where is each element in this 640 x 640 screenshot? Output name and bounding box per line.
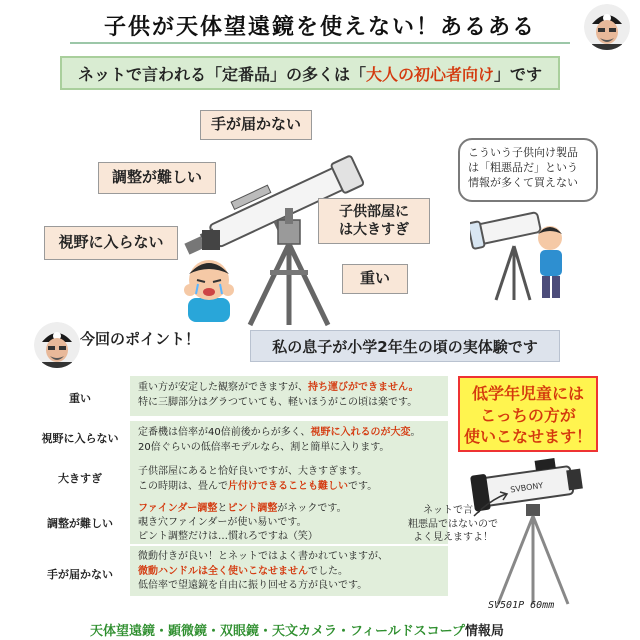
row-heavy-text2: 特に三脚部分はグラつていても、軽いほうがこの頃は楽です。 <box>138 397 418 408</box>
subtitle-prefix: ネットで言われる「定番品」の多くは「 <box>77 64 366 84</box>
row-adjust-highlight1: ファインダー調整 <box>138 503 218 514</box>
row-reach-text1: 微動付きが良い！とネットではよく書かれていますが、 <box>138 551 388 562</box>
footer <box>90 620 560 639</box>
product-model: SV501P 60mm <box>488 600 555 611</box>
callout-adjust: 調整が難しい <box>98 162 216 194</box>
experience-banner: 私の息子が小学2年生の頃の実体験です <box>250 330 560 362</box>
net-note-line3: よく見えますよ！ <box>413 532 493 543</box>
row-adjust-text3: ピント調整だけは…慣れろですね（笑） <box>138 530 318 542</box>
footer-categories: 天体望遠鏡・顕微鏡・双眼鏡・天文カメラ・フィールドスコープ <box>90 624 465 639</box>
recommendation-line1: 低学年児童には <box>471 384 584 403</box>
subtitle-suffix: 」です <box>494 64 543 84</box>
row-heavy-text1: 重い方が安定した観察ができますが、 <box>138 382 308 393</box>
callout-room-line1: 子供部屋に <box>339 203 409 220</box>
row-view-highlight: 視野に入れるのが大変 <box>310 427 411 438</box>
callout-room <box>318 198 430 244</box>
net-note-line1: ネットで言う <box>423 505 483 516</box>
speech-line2: は「粗悪品だ」という <box>468 160 578 174</box>
row-big-highlight: 片付けできることも難しい <box>228 481 348 492</box>
speech-line1: こういう子供向け製品 <box>468 146 578 159</box>
row-label-reach: 手が届かない <box>47 568 113 581</box>
row-label-view: 視野に入らない <box>41 432 119 445</box>
row-box-adjust <box>130 498 448 544</box>
row-box-big <box>130 460 448 498</box>
row-label-adjust: 調整が難しい <box>47 517 113 530</box>
row-reach-highlight: 微動ハンドルは全く使いこなせません <box>138 565 308 577</box>
subtitle-banner <box>60 56 560 90</box>
row-box-view <box>130 421 448 461</box>
row-view-text1-end: 。 <box>410 427 421 438</box>
row-adjust-highlight2: ピント調整 <box>227 503 278 514</box>
author-avatar <box>584 4 630 50</box>
footer-suffix: 情報局 <box>464 624 504 639</box>
row-heavy-highlight: 持ち運びができません。 <box>308 382 419 393</box>
row-adjust-and: と <box>217 503 228 514</box>
row-big-text2-end: です。 <box>348 481 378 492</box>
recommendation-box <box>458 376 598 452</box>
row-label-big: 大きすぎ <box>58 472 102 485</box>
speech-bubble <box>458 138 598 202</box>
title-divider <box>70 42 570 44</box>
row-adjust-text1-end: がネックです。 <box>277 503 347 514</box>
row-adjust-text2: 覗き穴ファインダーが使い易いです。 <box>138 516 307 528</box>
row-box-heavy <box>130 376 448 416</box>
callout-reach: 手が届かない <box>200 110 312 140</box>
crying-child-illustration <box>178 250 240 322</box>
row-big-text2: この時期は、畳んで <box>138 481 228 492</box>
product-brand: SVBONY <box>509 480 544 495</box>
page-title: 子供が天体望遠鏡を使えない！あるある <box>103 15 536 40</box>
row-box-reach <box>130 546 448 596</box>
recommendation-line3: 使いこなせます！ <box>463 427 592 447</box>
recommendation-line2: こっちの方が <box>480 405 576 425</box>
net-note <box>408 504 498 545</box>
speech-line3: 情報が多くて買えない <box>468 175 578 189</box>
row-view-text1: 定番機は倍率が40倍前後からが多く、 <box>138 427 311 438</box>
callout-heavy: 重い <box>342 264 408 294</box>
row-view-text2: 20倍ぐらいの低倍率モデルなら、割と簡単に入ります。 <box>138 442 390 453</box>
row-reach-text2-end: でした。 <box>308 565 348 577</box>
subtitle-highlight: 大人の初心者向け <box>365 64 494 84</box>
callout-room-line2: は大きすぎ <box>339 222 409 238</box>
row-label-heavy: 重い <box>69 392 91 405</box>
callout-view: 視野に入らない <box>44 226 178 260</box>
author-avatar-small <box>34 322 80 368</box>
net-note-line2: 粗悪品ではないので <box>408 518 498 530</box>
row-big-text1: 子供部屋にあると恰好良いですが、大きすぎます。 <box>138 466 368 477</box>
point-label: 今回のポイント！ <box>80 330 201 348</box>
row-reach-text3: 低倍率で望遠鏡を自由に振り回せる方が良いです。 <box>138 580 368 591</box>
kid-telescope-illustration <box>470 200 590 304</box>
